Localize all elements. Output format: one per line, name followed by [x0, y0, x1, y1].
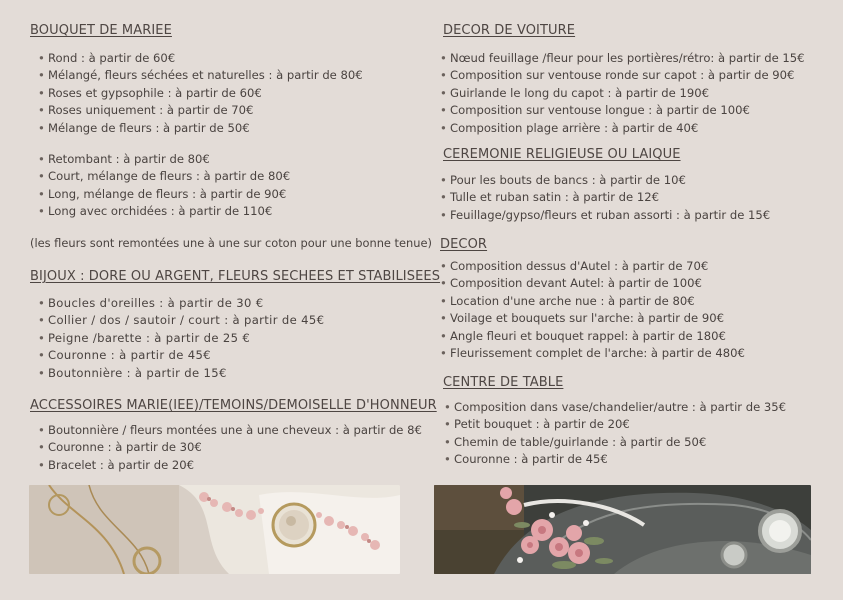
- list-item: • Court, mélange de fleurs : à partir de 80€: [38, 168, 290, 185]
- list-item: • Fleurissement complet de l'arche: à partir de 480€: [440, 345, 745, 362]
- list-item: • Retombant : à partir de 80€: [38, 151, 290, 168]
- list-item: • Roses et gypsophile : à partir de 60€: [38, 85, 363, 102]
- list-item: • Mélange de fleurs : à partir de 50€: [38, 120, 363, 137]
- accessoires-list: [38, 422, 422, 474]
- list-item: • Composition sur ventouse longue : à partir de 100€: [440, 102, 805, 119]
- voiture-list: [440, 50, 805, 137]
- list-item: • Composition dans vase/chandelier/autre : à partir de 35€: [444, 399, 786, 416]
- jewelry-photo-illustration: [29, 485, 400, 574]
- list-item: • Boutonnière / fleurs montées une à une cheveux : à partir de 8€: [38, 422, 422, 439]
- list-item: • Pour les bouts de bancs : à partir de 10€: [440, 172, 770, 189]
- list-item: • Nœud feuillage /fleur pour les portières/rétro: à partir de 15€: [440, 50, 805, 67]
- voiture-section-title: DECOR DE VOITURE: [443, 23, 576, 38]
- car-decoration-photo: [434, 485, 811, 574]
- table-list: [444, 399, 786, 469]
- list-item: • Couronne : à partir de 45€: [38, 347, 324, 364]
- list-item: • Collier / dos / sautoir / court : à partir de 45€: [38, 312, 324, 329]
- list-item: • Long avec orchidées : à partir de 110€: [38, 203, 290, 220]
- list-item: • Peigne /barette : à partir de 25 €: [38, 330, 324, 347]
- list-item: • Bracelet : à partir de 20€: [38, 457, 422, 474]
- list-item: • Tulle et ruban satin : à partir de 12€: [440, 189, 770, 206]
- list-item: • Rond : à partir de 60€: [38, 50, 363, 67]
- bijoux-list: [38, 295, 324, 382]
- table-section-title: CENTRE DE TABLE: [443, 375, 564, 390]
- list-item: • Boutonnière : à partir de 15€: [38, 365, 324, 382]
- list-item: • Feuillage/gypso/fleurs et ruban assorti : à partir de 15€: [440, 207, 770, 224]
- bouquet-list-2: [38, 151, 290, 221]
- decor-section-title: DECOR: [440, 237, 488, 252]
- bijoux-section-title: BIJOUX : DORE OU ARGENT, FLEURS SECHEES ET STABILISEES: [30, 269, 441, 284]
- ceremonie-section-title: CEREMONIE RELIGIEUSE OU LAIQUE: [443, 147, 681, 162]
- jewelry-photo: [29, 485, 400, 574]
- list-item: • Composition dessus d'Autel : à partir de 70€: [440, 258, 745, 275]
- bouquet-section-title: BOUQUET DE MARIEE: [30, 23, 172, 38]
- ceremonie-list: [440, 172, 770, 224]
- list-item: • Long, mélange de fleurs : à partir de 90€: [38, 186, 290, 203]
- list-item: • Location d'une arche nue : à partir de 80€: [440, 293, 745, 310]
- bouquet-list-1: [38, 50, 363, 137]
- list-item: • Chemin de table/guirlande : à partir de 50€: [444, 434, 786, 451]
- list-item: • Petit bouquet : à partir de 20€: [444, 416, 786, 433]
- list-item: • Couronne : à partir de 45€: [444, 451, 786, 468]
- list-item: • Couronne : à partir de 30€: [38, 439, 422, 456]
- list-item: • Mélangé, fleurs séchées et naturelles : à partir de 80€: [38, 67, 363, 84]
- bouquet-note: (les fleurs sont remontées une à une sur coton pour une bonne tenue): [30, 236, 432, 250]
- list-item: • Voilage et bouquets sur l'arche: à partir de 90€: [440, 310, 745, 327]
- list-item: • Composition devant Autel: à partir de 100€: [440, 275, 745, 292]
- list-item: • Boucles d'oreilles : à partir de 30 €: [38, 295, 324, 312]
- accessoires-section-title: ACCESSOIRES MARIE(IEE)/TEMOINS/DEMOISELLE D'HONNEUR: [30, 398, 437, 413]
- list-item: • Roses uniquement : à partir de 70€: [38, 102, 363, 119]
- list-item: • Composition sur ventouse ronde sur capot : à partir de 90€: [440, 67, 805, 84]
- list-item: • Guirlande le long du capot : à partir de 190€: [440, 85, 805, 102]
- car-photo-illustration: [434, 485, 811, 574]
- decor-list: [440, 258, 745, 362]
- list-item: • Composition plage arrière : à partir de 40€: [440, 120, 805, 137]
- list-item: • Angle fleuri et bouquet rappel: à partir de 180€: [440, 328, 745, 345]
